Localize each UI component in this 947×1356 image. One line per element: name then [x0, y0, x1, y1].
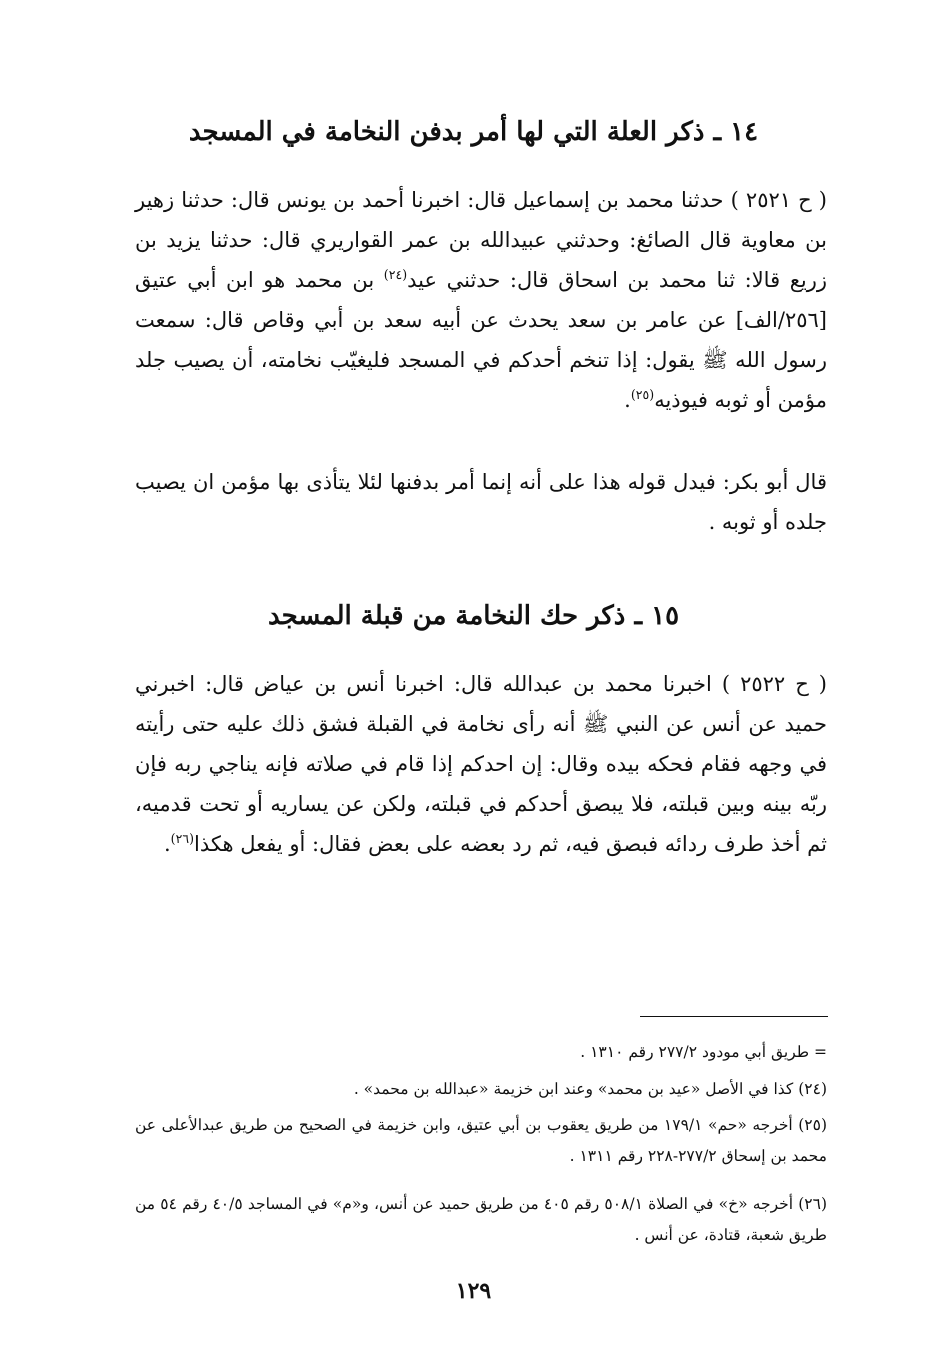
- footnote-separator: [640, 1016, 828, 1017]
- hadith-2522-end: .: [163, 832, 171, 856]
- hadith-2521-text-cont: بن محمد هو ابن أبي عتيق [٢٥٦/الف] عن عامر بن سعد يحدث عن أبيه سعد بن أبي وقاص قال: سمعت رسول الله ﷺ يقول: إذا تنخم أحدكم في المسجد فليغيّب نخامته، أن يصيب جلد مؤمن أو ثوبه فيوذيه: [135, 268, 827, 412]
- footnote-ref-25: (٢٥): [630, 387, 655, 402]
- footnote-ref-26: (٢٦): [170, 831, 195, 846]
- abu-bakr-comment: قال أبو بكر: فيدل قوله هذا على أنه إنما أمر بدفنها لئلا يتأذى بها مؤمن ان يصيب جلده أو ثوبه .: [135, 470, 827, 534]
- footnote-26: (٢٦) أخرجه «خ» في الصلاة ٥٠٨/١ رقم ٤٠٥ من طريق حميد عن أنس، و«م» في المساجد ٤٠/٥ رقم ٥٤ من طريق شعبة، قتادة، عن أنس .: [135, 1195, 827, 1244]
- section-15-heading: ١٥ ـ ذكر حك النخامة من قبلة المسجد: [267, 601, 680, 631]
- hadith-2522-paragraph: [135, 664, 827, 864]
- footnote-ref-24: (٢٤): [383, 267, 408, 282]
- section-14-heading: ١٤ ـ ذكر العلة التي لها أمر بدفن النخامة في المسجد: [188, 117, 759, 147]
- hadith-2522-text: ( ح ٢٥٢٢ ) اخبرنا محمد بن عبدالله قال: اخبرنا أنس بن عياض قال: اخبرني حميد عن أنس عن النبي ﷺ أنه رأى نخامة في القبلة فشق ذلك عليه حتى رأيته في وجهه فقام فحكه بيده وقال: إن احدكم إذا قام في صلاته فإنه يناجي ربه فإن ربّه بينه وبين قبلته، فلا يبصق أحدكم في قبلته، ولكن عن يساريه أو تحت قدميه، ثم أخذ طرف ردائه فبصق فيه، ثم رد بعضه على بعض فقال: أو يفعل هكذا: [135, 672, 827, 856]
- footnote-25: (٢٥) أخرجه «حم» ١٧٩/١ من طريق يعقوب بن أبي عتيق، وابن خزيمة في الصحيح من طريق عبدالأعلى عن محمد بن إسحاق ٢٧٧/٢-٢٢٨ رقم ١٣١١ .: [135, 1116, 827, 1165]
- hadith-2521-paragraph: [135, 180, 827, 420]
- footnote-continuation: = طريق أبي مودود ٢٧٧/٢ رقم ١٣١٠ .: [580, 1043, 827, 1061]
- hadith-2521-end: .: [624, 388, 631, 412]
- hadith-2521-text: ( ح ٢٥٢١ ) حدثنا محمد بن إسماعيل قال: اخبرنا أحمد بن يونس قال: حدثنا زهير بن معاوية قال الصائغ: وحدثني عبيدالله بن عمر القواريري قال: حدثنا يزيد بن زريع قالا: ثنا محمد بن اسحاق قال: حدثني عيد: [135, 188, 827, 292]
- page-number: ١٢٩: [455, 1278, 492, 1304]
- footnote-24: (٢٤) كذا في الأصل «عيد بن محمد» وعند ابن خزيمة «عبدالله بن محمد» .: [353, 1080, 827, 1098]
